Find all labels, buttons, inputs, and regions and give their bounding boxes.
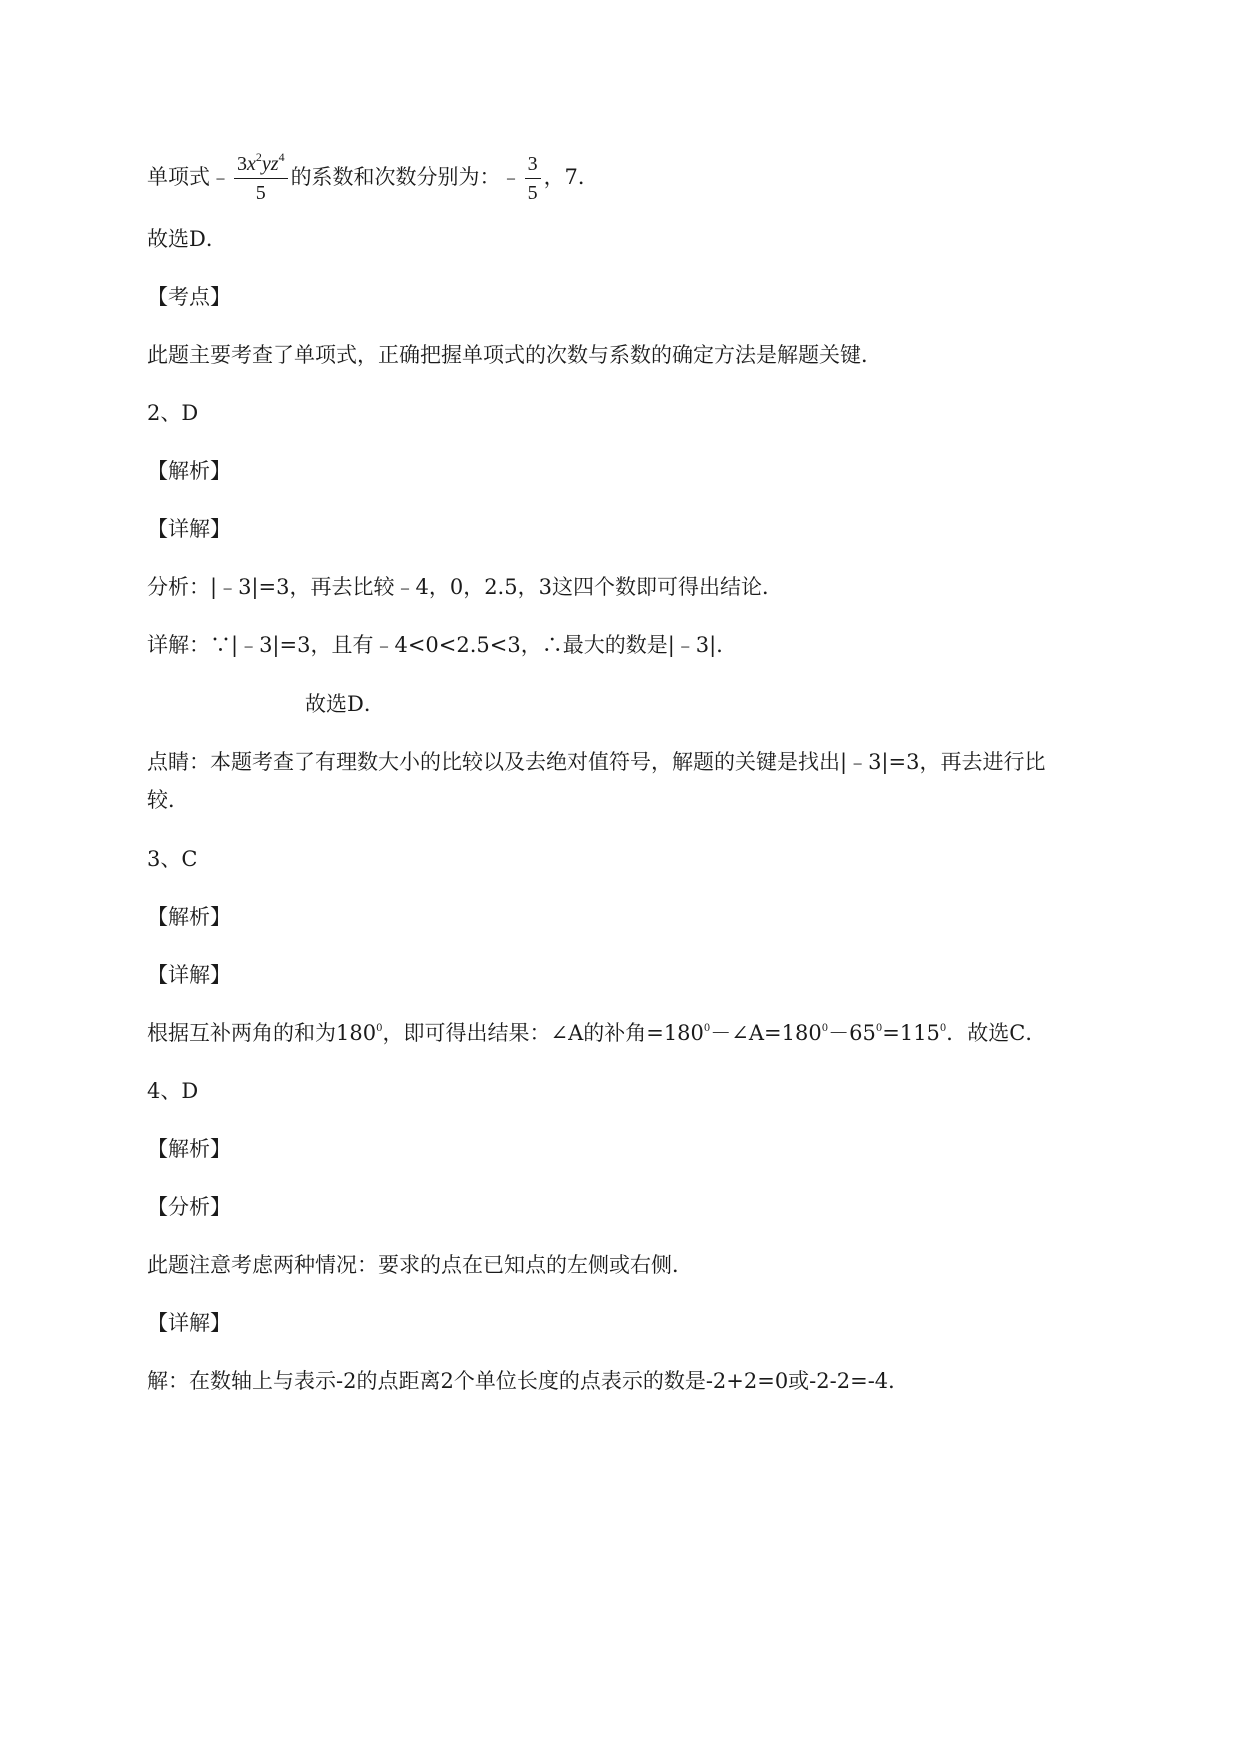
- q2-detail: 详解：∵|﹣3|=3，且有﹣4<0<2.5<3，∴最大的数是|﹣3|．: [147, 633, 738, 657]
- q1-choice: 故选D．: [147, 227, 227, 251]
- degree-mark: 0: [875, 1023, 883, 1034]
- q4-jiexi-heading: 【解析】: [147, 1137, 231, 1161]
- monomial-denominator: 5: [255, 182, 266, 204]
- q1-mid-text: 的系数和次数分别为：﹣: [290, 165, 522, 189]
- q2-choice: 故选D．: [305, 692, 385, 716]
- degree-mark: 0: [703, 1023, 711, 1034]
- q3-answer: 3、C: [147, 847, 198, 871]
- monomial-numerator: $3x^2yz^4$: [234, 153, 288, 179]
- q2-comment-line1: 点睛：本题考查了有理数大小的比较以及去绝对值符号，解题的关键是找出|﹣3|=3，再去进行比: [147, 750, 1046, 774]
- q4-solution: 解：在数轴上与表示-2的点距离2个单位长度的点表示的数是-2+2=0或-2-2=-4．: [147, 1369, 910, 1393]
- q4-analysis: 此题注意考虑两种情况：要求的点在已知点的左侧或右侧．: [147, 1253, 693, 1277]
- q2-answer: 2、D: [147, 401, 199, 425]
- q1-tail-text: ，7．: [543, 165, 599, 189]
- q3-solution: 根据互补两角的和为$180^0$，即可得出结果：∠A的补角$=180^0-\angle A=180^0-65^0=115^0$．故选C．: [147, 1021, 1047, 1045]
- degree-mark: 0: [821, 1023, 829, 1034]
- q1-kaodian-text: 此题主要考查了单项式，正确把握单项式的次数与系数的确定方法是解题关键．: [147, 343, 882, 367]
- q1-coefficient-line: [147, 150, 599, 204]
- q1-kaodian-heading: 【考点】: [147, 285, 231, 309]
- q1-lead-text: 单项式﹣: [147, 165, 231, 189]
- monomial-fraction: [234, 150, 288, 204]
- q4-answer: 4、D: [147, 1079, 199, 1103]
- q4-xiangjie-heading: 【详解】: [147, 1311, 231, 1335]
- q2-analysis: 分析：|﹣3|=3，再去比较﹣4，0，2.5，3这四个数即可得出结论．: [147, 575, 783, 599]
- q4-fenxi-heading: 【分析】: [147, 1195, 231, 1219]
- degree-mark: 0: [376, 1023, 383, 1034]
- q2-xiangjie-heading: 【详解】: [147, 517, 231, 541]
- q2-comment-line2: 较．: [147, 788, 189, 812]
- coefficient-fraction: $\frac{3}{5}$: [525, 153, 541, 204]
- q3-jiexi-heading: 【解析】: [147, 905, 231, 929]
- degree-mark: 0: [939, 1023, 947, 1034]
- q2-jiexi-heading: 【解析】: [147, 459, 231, 483]
- q3-xiangjie-heading: 【详解】: [147, 963, 231, 987]
